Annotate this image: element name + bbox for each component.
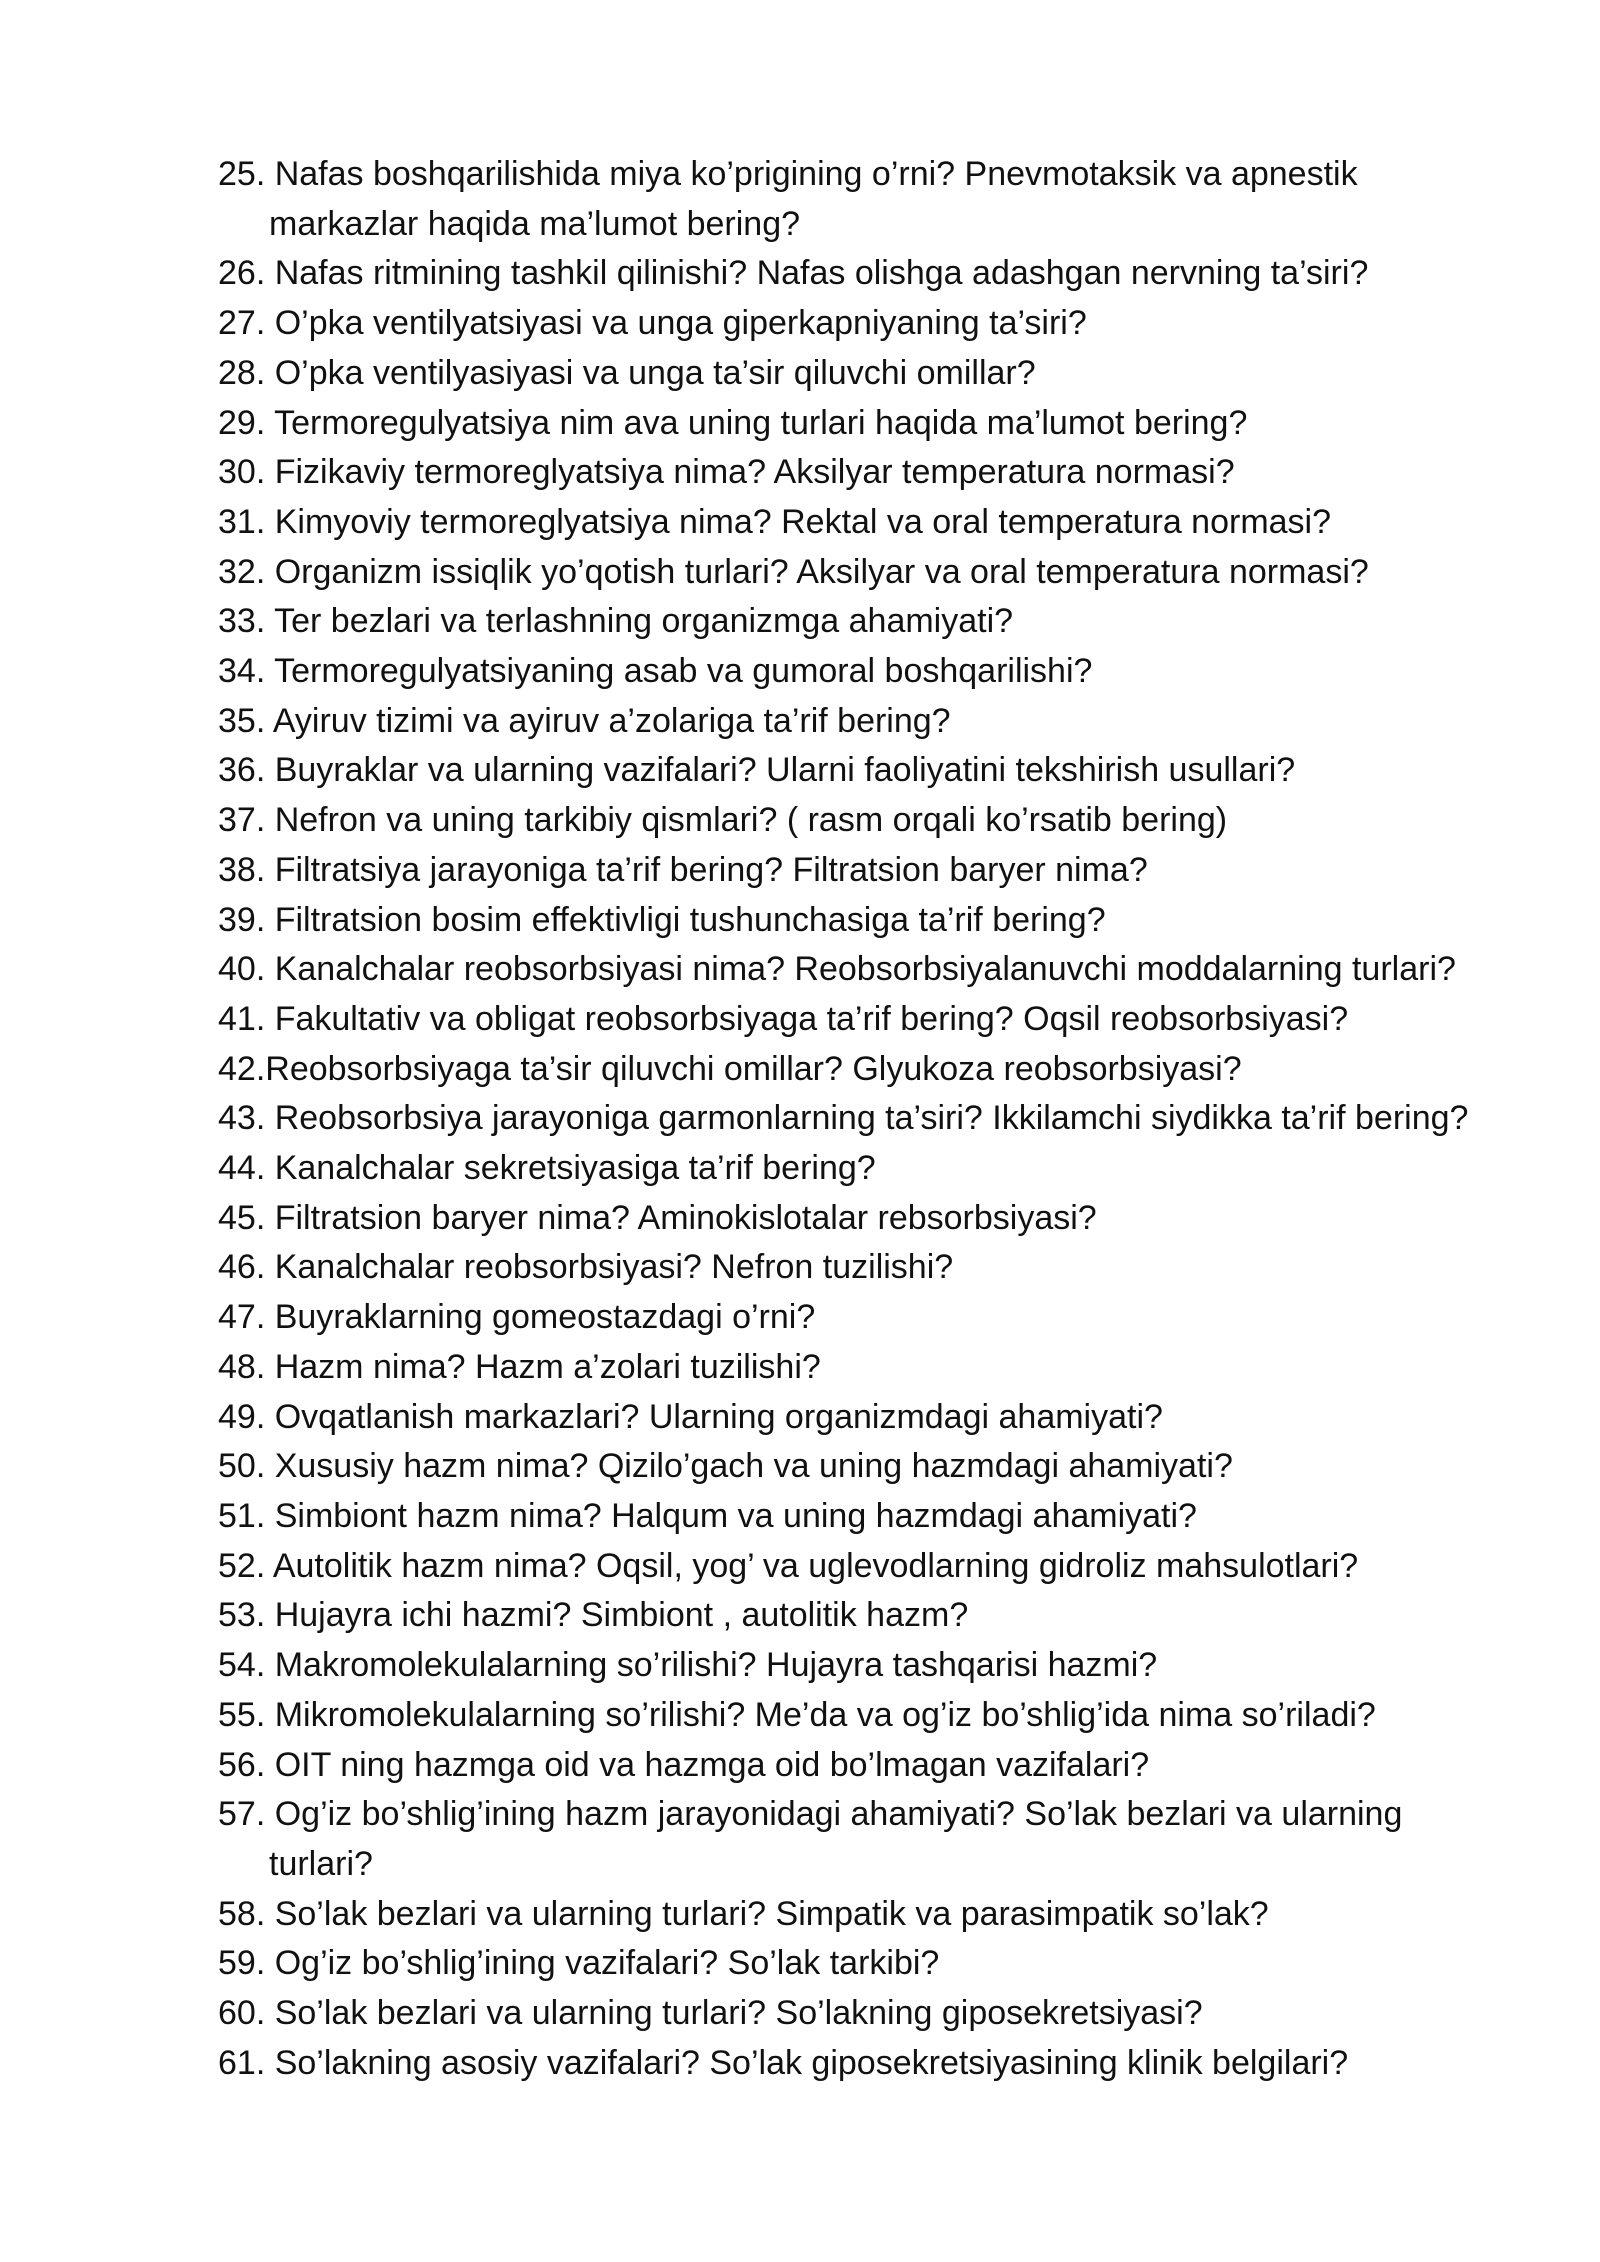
question-item bbox=[218, 1194, 1558, 1244]
question-number: 53. bbox=[218, 1596, 266, 1635]
question-item bbox=[218, 1492, 1558, 1542]
question-text: Xususiy hazm nima? Qizilo’gach va uning hazmdagi ahamiyati? bbox=[274, 1447, 1233, 1486]
question-text: Hazm nima? Hazm a’zolari tuzilishi? bbox=[274, 1347, 821, 1386]
question-number: 51. bbox=[218, 1496, 266, 1535]
question-item bbox=[218, 846, 1558, 896]
question-item bbox=[218, 896, 1558, 946]
question-text: Nefron va uning tarkibiy qismlari? ( rasm orqali ko’rsatib bering) bbox=[274, 801, 1228, 840]
question-number: 25. bbox=[218, 155, 266, 193]
question-text: Hujayra ichi hazmi? Simbiont , autolitik hazm? bbox=[274, 1596, 969, 1635]
question-text: Reobsorbsiya jarayoniga garmonlarning ta’siri? Ikkilamchi siydikka ta’rif bering? bbox=[274, 1099, 1469, 1138]
question-list bbox=[218, 150, 1558, 2088]
question-number: 56. bbox=[218, 1745, 266, 1784]
question-item bbox=[218, 299, 1558, 349]
question-item bbox=[218, 1094, 1558, 1144]
question-item bbox=[218, 1641, 1558, 1691]
question-item bbox=[218, 1890, 1558, 1940]
question-text: Makromolekulalarning so’rilishi? Hujayra tashqarisi hazmi? bbox=[274, 1646, 1158, 1685]
question-item bbox=[218, 548, 1558, 598]
question-item bbox=[218, 1442, 1558, 1492]
question-number: 38. bbox=[218, 850, 266, 889]
question-item bbox=[218, 448, 1558, 498]
question-text: Kanalchalar sekretsiyasiga ta’rif bering? bbox=[274, 1149, 876, 1188]
question-item bbox=[218, 1293, 1558, 1343]
question-text: Filtratsion bosim effektivligi tushunchasiga ta’rif bering? bbox=[274, 900, 1106, 939]
question-item bbox=[218, 498, 1558, 548]
question-text: Reobsorbsiyaga ta’sir qiluvchi omillar? Glyukoza reobsorbsiyasi? bbox=[265, 1049, 1242, 1088]
question-number: 50. bbox=[218, 1447, 266, 1486]
question-text: Buyraklarning gomeostazdagi o’rni? bbox=[274, 1298, 816, 1337]
question-number: 54. bbox=[218, 1646, 266, 1685]
question-number: 49. bbox=[218, 1397, 266, 1436]
question-number: 42. bbox=[218, 1049, 266, 1088]
question-item bbox=[218, 399, 1558, 449]
question-text: Termoregulyatsiyaning asab va gumoral boshqarilishi? bbox=[274, 652, 1093, 691]
question-number: 27. bbox=[218, 304, 266, 343]
question-number: 47. bbox=[218, 1298, 266, 1337]
question-number: 28. bbox=[218, 353, 266, 392]
question-text: Fakultativ va obligat reobsorbsiyaga ta’rif bering? Oqsil reobsorbsiyasi? bbox=[274, 999, 1349, 1038]
question-item bbox=[218, 1045, 1558, 1095]
question-item bbox=[218, 1393, 1558, 1443]
question-item bbox=[218, 796, 1558, 846]
question-item bbox=[218, 1741, 1558, 1791]
question-item bbox=[218, 945, 1558, 995]
question-item bbox=[218, 1591, 1558, 1641]
question-text: Ter bezlari va terlashning organizmga ahamiyati? bbox=[274, 602, 1014, 641]
question-item bbox=[218, 1243, 1558, 1293]
question-item bbox=[218, 150, 1558, 249]
question-number: 44. bbox=[218, 1149, 266, 1188]
question-number: 43. bbox=[218, 1099, 266, 1138]
question-number: 55. bbox=[218, 1695, 266, 1734]
question-item bbox=[218, 249, 1558, 299]
question-item bbox=[218, 647, 1558, 697]
question-text: Nafas ritmining tashkil qilinishi? Nafas olishga adashgan nervning ta’siri? bbox=[274, 254, 1369, 293]
question-number: 30. bbox=[218, 453, 266, 492]
question-item bbox=[218, 597, 1558, 647]
question-text: Fizikaviy termoreglyatsiya nima? Aksilyar temperatura normasi? bbox=[274, 453, 1235, 492]
question-text: Ayiruv tizimi va ayiruv a’zolariga ta’rif bering? bbox=[272, 701, 951, 740]
question-text: So’lak bezlari va ularning turlari? Simpatik va parasimpatik so’lak? bbox=[274, 1894, 1269, 1933]
question-text: So’lak bezlari va ularning turlari? So’lakning giposekretsiyasi? bbox=[274, 1994, 1203, 2033]
question-text: Kanalchalar reobsorbsiyasi nima? Reobsorbsiyalanuvchi moddalarning turlari? bbox=[274, 950, 1456, 989]
question-number: 26. bbox=[218, 254, 266, 293]
question-text-continuation: turlari? bbox=[269, 1844, 373, 1883]
question-item bbox=[218, 1790, 1558, 1889]
question-item bbox=[218, 746, 1558, 796]
question-item bbox=[218, 1144, 1558, 1194]
question-number: 33. bbox=[218, 602, 266, 641]
question-number: 31. bbox=[218, 502, 266, 541]
question-item bbox=[218, 1691, 1558, 1741]
question-number: 60. bbox=[218, 1994, 266, 2033]
question-item bbox=[218, 1542, 1558, 1592]
question-number: 57. bbox=[218, 1795, 266, 1834]
question-text: Buyraklar va ularning vazifalari? Ularni faoliyatini tekshirish usullari? bbox=[274, 751, 1296, 790]
question-text-continuation: markazlar haqida ma’lumot bering? bbox=[269, 204, 801, 243]
question-item bbox=[218, 697, 1558, 747]
question-text: Simbiont hazm nima? Halqum va uning hazmdagi ahamiyati? bbox=[274, 1496, 1197, 1535]
question-text: Kanalchalar reobsorbsiyasi? Nefron tuzilishi? bbox=[274, 1248, 954, 1287]
question-item bbox=[218, 1343, 1558, 1393]
question-text: Mikromolekulalarning so’rilishi? Me’da va og’iz bo’shlig’ida nima so’riladi? bbox=[274, 1695, 1376, 1734]
question-number: 40. bbox=[218, 950, 266, 989]
question-text: So’lakning asosiy vazifalari? So’lak giposekretsiyasining klinik belgilari? bbox=[274, 2043, 1349, 2082]
question-number: 32. bbox=[218, 552, 266, 591]
question-number: 35. bbox=[218, 701, 266, 740]
question-item bbox=[218, 1989, 1558, 2039]
question-number: 45. bbox=[218, 1198, 266, 1237]
question-text: Og’iz bo’shlig’ining vazifalari? So’lak tarkibi? bbox=[274, 1944, 940, 1983]
question-text: Termoregulyatsiya nim ava uning turlari haqida ma’lumot bering? bbox=[274, 403, 1248, 442]
question-number: 29. bbox=[218, 403, 266, 442]
question-number: 59. bbox=[218, 1944, 266, 1983]
question-number: 37. bbox=[218, 801, 266, 840]
question-number: 39. bbox=[218, 900, 266, 939]
question-text: Autolitik hazm nima? Oqsil, yog’ va uglevodlarning gidroliz mahsulotlari? bbox=[272, 1546, 1359, 1585]
question-text: Filtratsion baryer nima? Aminokislotalar rebsorbsiyasi? bbox=[274, 1198, 1097, 1237]
question-text: Nafas boshqarilishida miya ko’prigining o’rni? Pnevmotaksik va apnestik bbox=[274, 155, 1358, 193]
question-text: Kimyoviy termoreglyatsiya nima? Rektal va oral temperatura normasi? bbox=[274, 502, 1332, 541]
question-number: 36. bbox=[218, 751, 266, 790]
question-text: Og’iz bo’shlig’ining hazm jarayonidagi ahamiyati? So’lak bezlari va ularning bbox=[274, 1795, 1403, 1834]
question-number: 46. bbox=[218, 1248, 266, 1287]
question-number: 48. bbox=[218, 1347, 266, 1386]
question-item bbox=[218, 2039, 1558, 2089]
question-number: 58. bbox=[218, 1894, 266, 1933]
question-text: Filtratsiya jarayoniga ta’rif bering? Filtratsion baryer nima? bbox=[274, 850, 1148, 889]
question-number: 41. bbox=[218, 999, 266, 1038]
question-text: OIT ning hazmga oid va hazmga oid bo’lmagan vazifalari? bbox=[274, 1745, 1150, 1784]
question-text: Ovqatlanish markazlari? Ularning organizmdagi ahamiyati? bbox=[274, 1397, 1163, 1436]
question-item bbox=[218, 1939, 1558, 1989]
question-item bbox=[218, 349, 1558, 399]
question-number: 61. bbox=[218, 2043, 266, 2082]
question-number: 34. bbox=[218, 652, 266, 691]
question-number: 52. bbox=[218, 1546, 266, 1585]
question-text: O’pka ventilyatsiyasi va unga giperkapniyaning ta’siri? bbox=[274, 304, 1087, 343]
question-text: O’pka ventilyasiyasi va unga ta’sir qiluvchi omillar? bbox=[274, 353, 1036, 392]
question-text: Organizm issiqlik yo’qotish turlari? Aksilyar va oral temperatura normasi? bbox=[274, 552, 1369, 591]
question-item bbox=[218, 995, 1558, 1045]
